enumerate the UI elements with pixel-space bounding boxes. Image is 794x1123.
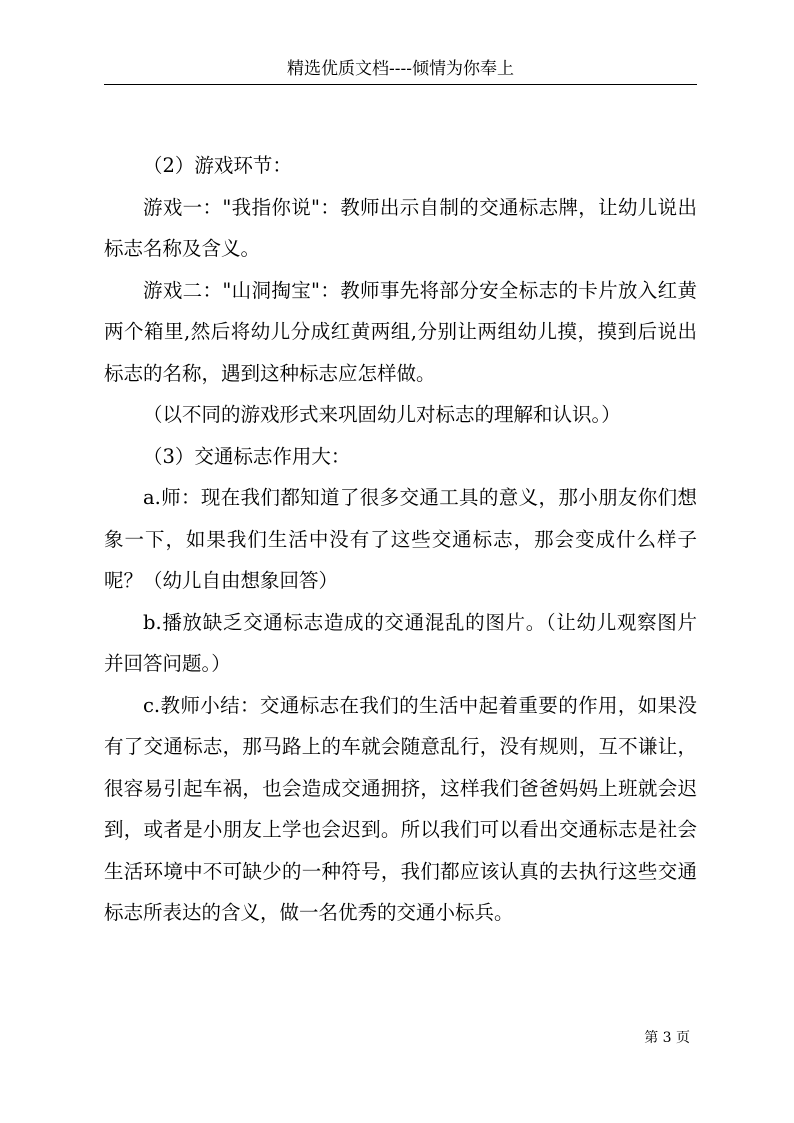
- paragraph-sign-function-heading: （3）交通标志作用大：: [143, 444, 351, 468]
- paragraph-item-a: a.师：现在我们都知道了很多交通工具的意义，那小朋友你们想象一下，如果我们生活中没有了这些交通标志，那会变成什么样子呢？（幼儿自由想象回答）: [104, 486, 697, 592]
- paragraph-game-one: 游戏一："我指你说"：教师出示自制的交通标志牌，让幼儿说出标志名称及含义。: [104, 195, 697, 260]
- paragraph-item-c: c.教师小结：交通标志在我们的生活中起着重要的作用，如果没有了交通标志，那马路上的车就会随意乱行，没有规则，互不谦让，很容易引起车祸，也会造成交通拥挤，这样我们爸爸妈妈上班就会迟到，或者是小朋友上学也会迟到。所以我们可以看出交通标志是社会生活环境中不可缺少的一种符号，我们都应该认真的去执行这些交通标志所表达的含义，做一名优秀的交通小标兵。: [104, 693, 697, 924]
- paragraph-game-two: 游戏二："山洞掏宝"：教师事先将部分安全标志的卡片放入红黄两个箱里,然后将幼儿分成红黄两组,分别让两组幼儿摸，摸到后说出标志的名称，遇到这种标志应怎样做。: [104, 278, 697, 385]
- paragraph-game-note: （以不同的游戏形式来巩固幼儿对标志的理解和认识。）: [143, 403, 621, 426]
- page-header: [104, 58, 697, 85]
- paragraph-item-b: b.播放缺乏交通标志造成的交通混乱的图片。（让幼儿观察图片并回答问题。）: [104, 610, 697, 675]
- header-title: 精选优质文档----倾情为你奉上: [287, 59, 514, 79]
- document-body: [104, 145, 697, 934]
- paragraph-game-section-heading: （2）游戏环节：: [143, 154, 292, 177]
- page-number: 第 3 页: [644, 1030, 690, 1046]
